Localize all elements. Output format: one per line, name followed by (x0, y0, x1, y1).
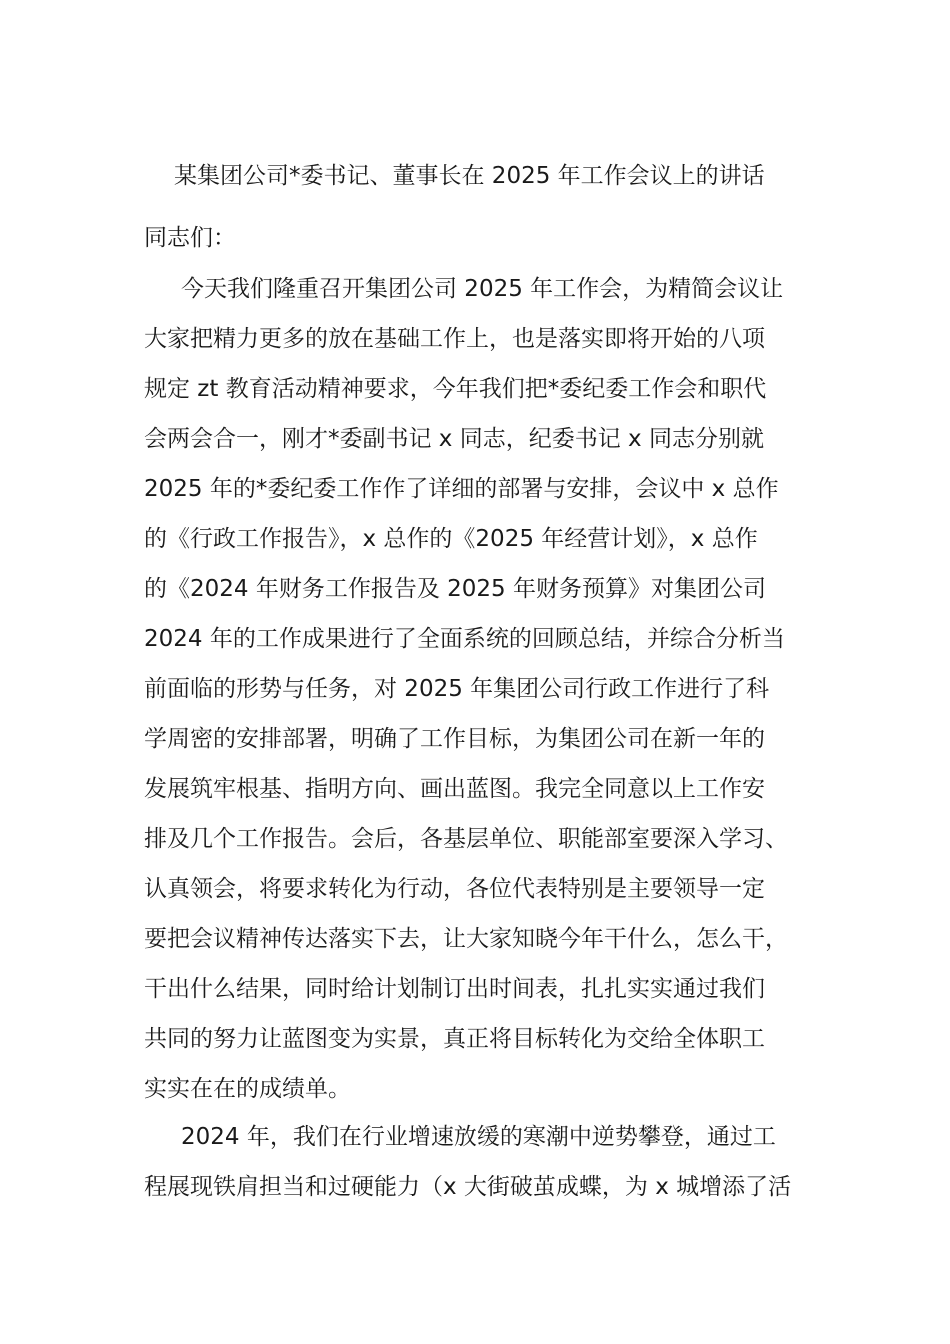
paragraph-line: 的《行政工作报告》，x 总作的《2025 年经营计划》，x 总作 (144, 526, 758, 552)
paragraph-line: 会两会合一，刚才*委副书记 x 同志，纪委书记 x 同志分别就 (144, 426, 764, 452)
paragraph-line: 程展现铁肩担当和过硬能力（x 大街破茧成蝶，为 x 城增添了活 (144, 1174, 792, 1200)
paragraph-line: 前面临的形势与任务，对 2025 年集团公司行政工作进行了科 (144, 676, 770, 702)
salutation: 同志们： (144, 225, 236, 251)
paragraph-line: 要把会议精神传达落实下去，让大家知晓今年干什么，怎么干， (144, 926, 788, 952)
paragraph-line: 今天我们隆重召开集团公司 2025 年工作会，为精简会议让 (181, 276, 784, 302)
paragraph-line: 排及几个工作报告。会后，各基层单位、职能部室要深入学习、 (144, 826, 788, 852)
paragraph-line: 大家把精力更多的放在基础工作上，也是落实即将开始的八项 (144, 326, 765, 352)
paragraph-line: 实实在在的成绩单。 (144, 1076, 351, 1102)
paragraph-line: 规定 zt 教育活动精神要求，今年我们把*委纪委工作会和职代 (144, 376, 767, 402)
paragraph-line: 2024 年的工作成果进行了全面系统的回顾总结，并综合分析当 (144, 626, 785, 652)
paragraph-2 (144, 1112, 810, 1212)
paragraph-line: 认真领会，将要求转化为行动，各位代表特别是主要领导一定 (144, 876, 765, 902)
paragraph-line: 的《2024 年财务工作报告及 2025 年财务预算》对集团公司 (144, 576, 766, 602)
paragraph-line: 共同的努力让蓝图变为实景，真正将目标转化为交给全体职工 (144, 1026, 765, 1052)
paragraph-line: 干出什么结果，同时给计划制订出时间表，扎扎实实通过我们 (144, 976, 765, 1002)
document-title: 某集团公司*委书记、董事长在 2025 年工作会议上的讲话 (174, 163, 765, 189)
paragraph-line: 2025 年的*委纪委工作作了详细的部署与安排，会议中 x 总作 (144, 476, 779, 502)
paragraph-1 (144, 264, 810, 1114)
paragraph-line: 学周密的安排部署，明确了工作目标，为集团公司在新一年的 (144, 726, 765, 752)
paragraph-line: 2024 年，我们在行业增速放缓的寒潮中逆势攀登，通过工 (181, 1124, 776, 1150)
paragraph-line: 发展筑牢根基、指明方向、画出蓝图。我完全同意以上工作安 (144, 776, 765, 802)
